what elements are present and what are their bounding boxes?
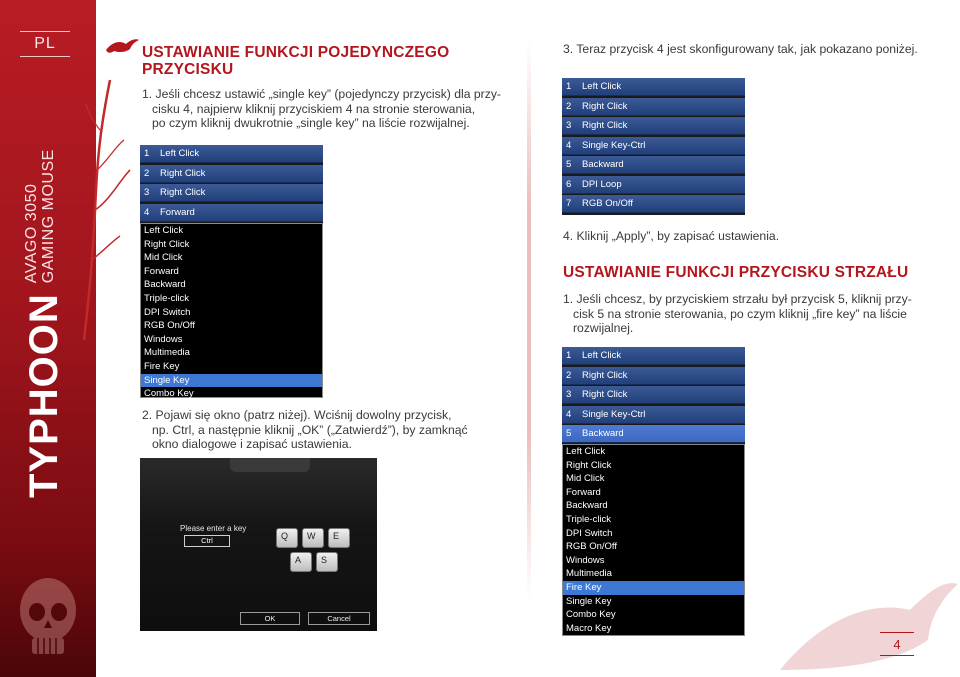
mouse-button-row[interactable]: 5 Backward (562, 156, 745, 174)
dialog-prompt: Please enter a key (180, 524, 247, 533)
step-3-text: 3. Teraz przycisk 4 jest skonfigurowany tak, jak pokazano poniżej. (563, 42, 918, 56)
heading-line-1: USTAWIANIE FUNKCJI POJEDYNCZEGO (142, 44, 450, 61)
dropdown-option[interactable]: Windows (144, 333, 183, 345)
mouse-button-row[interactable]: 3 Right Click (562, 117, 745, 135)
key-input-field[interactable]: Ctrl (184, 535, 230, 547)
mouse-button-row[interactable]: 3 Right Click (562, 386, 745, 404)
mouse-button-row[interactable]: 4 Forward (140, 204, 323, 222)
mouse-button-row[interactable]: 1 Left Click (562, 347, 745, 365)
dropdown-option-selected[interactable]: Single Key (141, 374, 322, 388)
function-dropdown-list[interactable] (140, 223, 323, 398)
page-number: 4 (880, 632, 914, 656)
mouse-button-row[interactable]: 2 Right Click (140, 165, 323, 183)
dropdown-option[interactable]: Right Click (144, 238, 190, 250)
fire-step-1-line-1: 1. Jeśli chcesz, by przyciskiem strzału był przycisk 5, kliknij przy- (563, 292, 912, 306)
step-1-line-2: cisku 4, najpierw kliknij przyciskiem 4 na stronie sterowania, (152, 101, 476, 116)
ok-button[interactable]: OK (240, 612, 300, 625)
lang-rule-top (20, 31, 70, 32)
screenshot-button-5-dropdown (562, 347, 745, 634)
bird-watermark-icon (760, 560, 960, 677)
bird-icon (104, 36, 140, 60)
screenshot-configured-buttons (562, 78, 745, 215)
step-1-line-1: 1. Jeśli chcesz ustawić „single key” (pojedynczy przycisk) dla przy- (142, 87, 501, 101)
dropdown-option[interactable]: Forward (144, 265, 179, 277)
dropdown-option-selected[interactable]: Fire Key (563, 581, 744, 595)
lang-rule-bottom (20, 56, 70, 57)
dropdown-option[interactable]: Backward (144, 279, 186, 291)
model-line-1: AVAGO 3050 (23, 183, 40, 284)
step-1-line-3: po czym kliknij dwukrotnie „single key” na liście rozwijalnej. (152, 116, 470, 130)
dropdown-option[interactable]: Mid Click (144, 252, 183, 264)
dropdown-option[interactable]: Left Click (566, 446, 606, 457)
keycap-a: A (290, 552, 312, 572)
dropdown-option[interactable]: DPI Switch (144, 306, 191, 318)
mouse-button-row[interactable]: 6 DPI Loop (562, 176, 745, 194)
mouse-button-row[interactable]: 7 RGB On/Off (562, 195, 745, 213)
skull-icon (8, 570, 88, 670)
dropdown-option[interactable]: Windows (566, 554, 605, 566)
dropdown-option[interactable]: Macro Key (566, 622, 612, 634)
step-2-text (142, 408, 517, 452)
dropdown-option[interactable]: Backward (566, 500, 608, 512)
mouse-button-row[interactable]: 1 Left Click (140, 145, 323, 163)
step-2-line-1: 2. Pojawi się okno (patrz niżej). Wciśnij dowolny przycisk, (142, 408, 452, 422)
dropdown-option[interactable]: Left Click (144, 225, 184, 236)
dropdown-option[interactable]: Fire Key (144, 360, 180, 372)
dropdown-option[interactable]: RGB On/Off (566, 541, 618, 553)
dropdown-option[interactable]: Right Click (566, 459, 612, 471)
model-name (23, 149, 57, 283)
dropdown-option[interactable]: Multimedia (566, 568, 612, 580)
dropdown-option[interactable]: Multimedia (144, 347, 190, 359)
mouse-button-row[interactable]: 2 Right Click (562, 98, 745, 116)
mouse-button-row[interactable]: 3 Right Click (140, 184, 323, 202)
dropdown-option[interactable]: Triple-click (144, 292, 190, 304)
mouse-button-row[interactable]: 1 Left Click (562, 78, 745, 96)
keycap-w: W (302, 528, 324, 548)
step-2-line-3: okno dialogowe i zapisać ustawienia. (152, 437, 352, 451)
keycap-s: S (316, 552, 338, 572)
keycap-e: E (328, 528, 350, 548)
keycap-q: Q (276, 528, 298, 548)
mouse-button-row[interactable]: 4 Single Key-Ctrl (562, 137, 745, 155)
brand-name: TYPHOON (22, 293, 66, 498)
mouse-button-row[interactable]: 2 Right Click (562, 367, 745, 385)
heading-line-2: PRZYCISKU (142, 61, 234, 78)
step-1-text (142, 87, 517, 131)
section-heading-fire-key: USTAWIANIE FUNKCJI PRZYCISKU STRZAŁU (563, 264, 909, 281)
model-line-2: GAMING MOUSE (40, 149, 57, 284)
dropdown-option[interactable]: Triple-click (566, 513, 612, 525)
dropdown-option[interactable]: Single Key (566, 595, 612, 607)
fire-step-1-line-3: rozwijalnej. (573, 321, 634, 335)
product-title (22, 149, 67, 498)
fire-step-1-line-2: cisk 5 na stronie sterowania, po czym kliknij „fire key” na liście (573, 306, 907, 321)
mouse-button-row-selected[interactable]: 5 Backward (562, 425, 745, 443)
fire-step-1-text (563, 292, 943, 336)
screenshot-button-4-dropdown (140, 145, 323, 400)
step-4-text: 4. Kliknij „Apply”, by zapisać ustawienia. (563, 229, 780, 243)
key-entry-dialog (140, 458, 377, 631)
step-2-line-2: np. Ctrl, a następnie kliknij „OK” („Zatwierdź”), by zamknąć (152, 422, 468, 437)
mouse-button-row[interactable]: 4 Single Key-Ctrl (562, 406, 745, 424)
dropdown-option[interactable]: Mid Click (566, 473, 605, 485)
dropdown-option[interactable]: RGB On/Off (144, 320, 196, 332)
dropdown-option[interactable]: Combo Key (144, 388, 194, 400)
section-heading-single-key (142, 44, 462, 78)
column-divider (527, 40, 531, 600)
language-code: PL (34, 35, 56, 52)
dropdown-option[interactable]: Forward (566, 486, 601, 498)
dialog-tab (230, 458, 310, 472)
cancel-button[interactable]: Cancel (308, 612, 370, 625)
dropdown-option[interactable]: DPI Switch (566, 527, 613, 539)
function-dropdown-list[interactable] (562, 444, 745, 636)
dropdown-option[interactable]: Combo Key (566, 609, 616, 621)
